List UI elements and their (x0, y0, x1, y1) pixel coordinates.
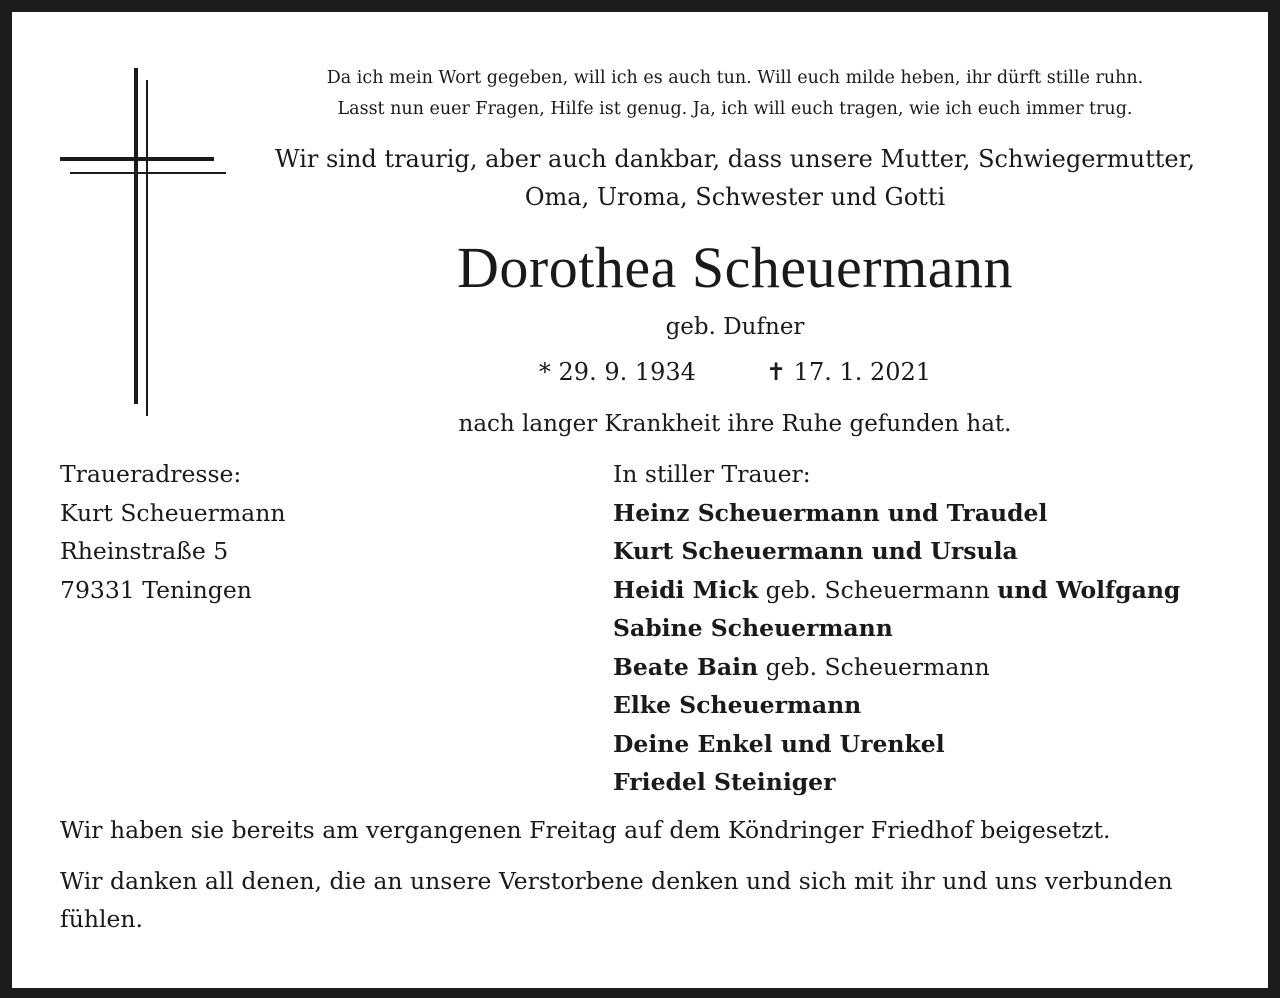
mourner-row: Elke Scheuermann (613, 691, 862, 719)
motto-verse (260, 63, 1210, 125)
mourner-row: Heinz Scheuermann und Traudel (613, 498, 1048, 527)
mourners-label: In stiller Trauer: (613, 460, 811, 488)
mourning-address (60, 455, 285, 609)
intro-line-1: Wir sind traurig, aber auch dankbar, dass unsere Mutter, Schwiegermutter, (274, 145, 1196, 173)
mourner-row: Friedel Steiniger (613, 768, 836, 796)
life-dates (260, 354, 1210, 390)
deceased-name: Dorothea Scheuermann (457, 235, 1013, 300)
mourner-row (613, 648, 1180, 687)
mourner-row: Sabine Scheuermann (613, 614, 893, 642)
address-street: Rheinstraße 5 (60, 537, 229, 565)
intro-line-2: Oma, Uroma, Schwester und Gotti (524, 183, 946, 211)
cross-icon (56, 66, 231, 418)
closing-line: nach langer Krankheit ihre Ruhe gefunden hat. (458, 411, 1012, 437)
address-name: Kurt Scheuermann (60, 498, 286, 527)
burial-notice: Wir haben sie bereits am vergangenen Freitag auf dem Köndringer Friedhof beigesetzt. (60, 816, 1111, 844)
mourner-row: Kurt Scheuermann und Ursula (613, 537, 1018, 565)
mourner-row: Deine Enkel und Urenkel (613, 729, 945, 758)
address-label: Traueradresse: (60, 460, 242, 488)
death-date: ✝ 17. 1. 2021 (765, 358, 932, 386)
maiden-name: geb. Dufner (665, 314, 805, 340)
intro-text (260, 140, 1210, 216)
mourner-row (613, 571, 1180, 610)
mourner-maiden-note: geb. Scheuermann (758, 652, 990, 681)
birth-date: * 29. 9. 1934 (538, 358, 696, 386)
mourner-partner: und Wolfgang (997, 575, 1181, 604)
mourners-list (613, 455, 1180, 802)
address-city: 79331 Teningen (60, 575, 252, 604)
thanks-notice: Wir danken all denen, die an unsere Verstorbene denken und sich mit ihr und uns verbunden fühlen. (60, 867, 1173, 933)
motto-line-2: Lasst nun euer Fragen, Hilfe ist genug. Ja, ich will euch tragen, wie ich euch immer trug. (337, 99, 1133, 119)
mourner-name: Beate Bain (613, 652, 759, 681)
motto-line-1: Da ich mein Wort gegeben, will ich es auch tun. Will euch milde heben, ihr dürft stille ruhn. (326, 68, 1144, 88)
mourner-maiden-note: geb. Scheuermann (758, 575, 998, 604)
mourner-name: Heidi Mick (613, 575, 759, 604)
